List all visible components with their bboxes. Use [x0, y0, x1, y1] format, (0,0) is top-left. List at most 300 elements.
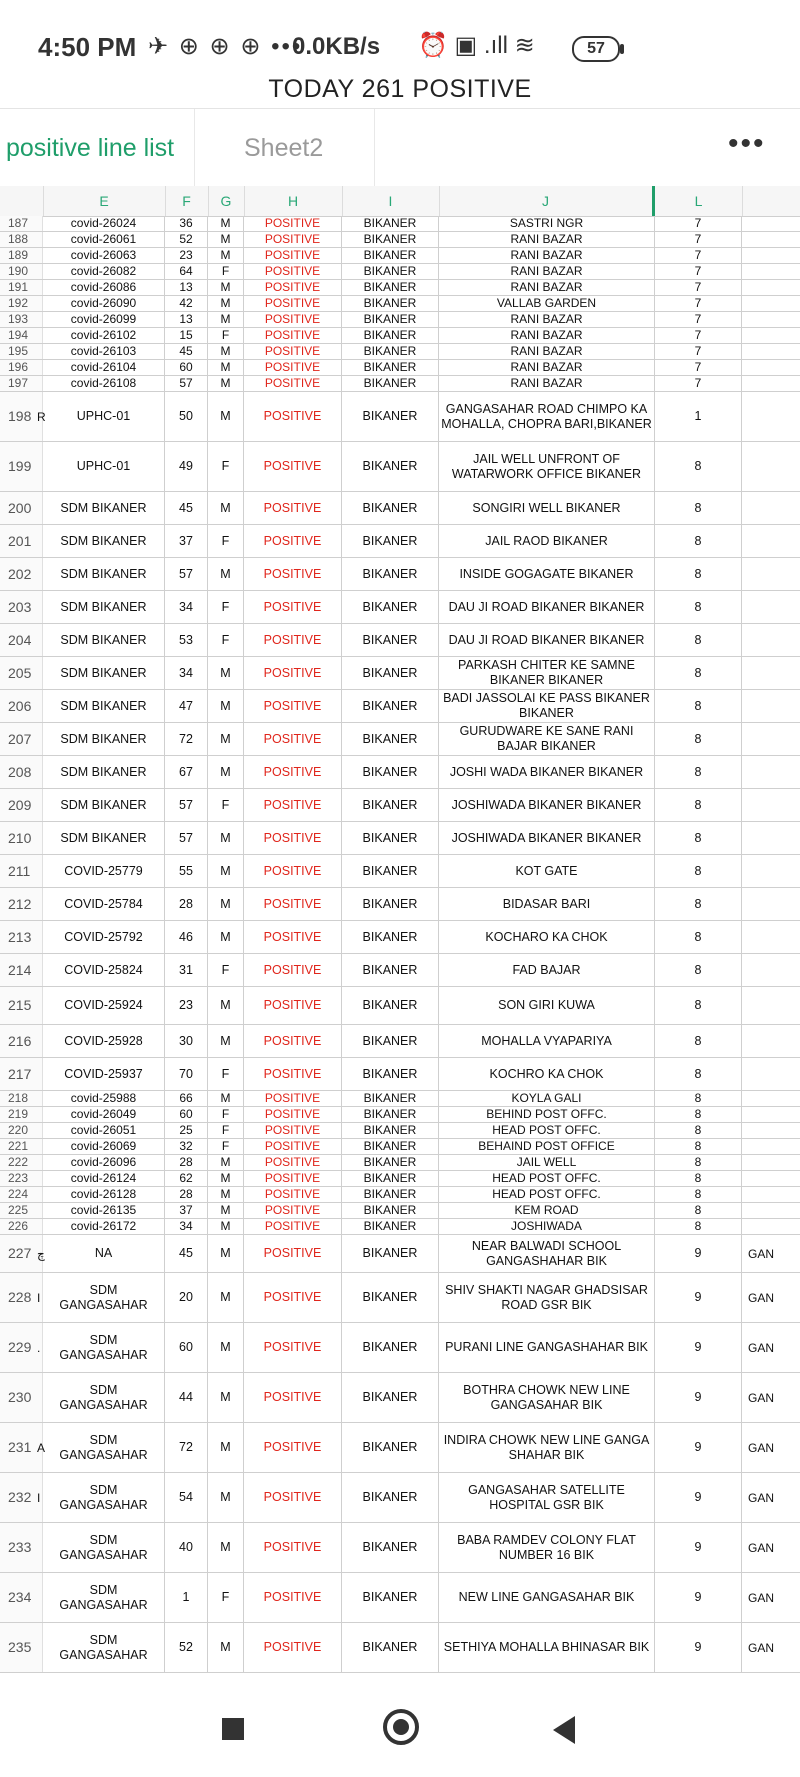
spreadsheet-grid[interactable]	[0, 186, 800, 1680]
cell-id[interactable]: covid-26086	[43, 280, 165, 295]
cell-district[interactable]: BIKANER	[342, 1423, 439, 1472]
cell-status[interactable]: POSITIVE	[244, 855, 342, 887]
cell-id[interactable]: COVID-25784	[43, 888, 165, 920]
cell-day[interactable]: 8	[655, 1058, 742, 1090]
column-header-f[interactable]: F	[165, 186, 209, 216]
cell-sex[interactable]: M	[208, 855, 244, 887]
table-row[interactable]	[0, 756, 800, 789]
cell-sex[interactable]: F	[208, 1139, 244, 1154]
cell-truncated-right[interactable]	[742, 987, 800, 1024]
cell-id[interactable]: covid-26099	[43, 312, 165, 327]
cell-status[interactable]: POSITIVE	[244, 296, 342, 311]
column-header-g[interactable]: G	[208, 186, 245, 216]
cell-district[interactable]: BIKANER	[342, 1373, 439, 1422]
cell-id[interactable]: SDM GANGASAHAR	[43, 1473, 165, 1522]
cell-id[interactable]: covid-26103	[43, 344, 165, 359]
cell-status[interactable]: POSITIVE	[244, 216, 342, 231]
cell-day[interactable]: 8	[655, 855, 742, 887]
cell-sex[interactable]: M	[208, 492, 244, 524]
cell-status[interactable]: POSITIVE	[244, 442, 342, 491]
table-row[interactable]	[0, 264, 800, 280]
row-number[interactable]: 226	[0, 1219, 43, 1234]
table-row[interactable]	[0, 248, 800, 264]
cell-truncated-right[interactable]	[742, 1203, 800, 1218]
cell-sex[interactable]: F	[208, 954, 244, 986]
cell-sex[interactable]: M	[208, 360, 244, 375]
cell-area[interactable]: HEAD POST OFFC.	[439, 1187, 655, 1202]
cell-id[interactable]: covid-26096	[43, 1155, 165, 1170]
table-row[interactable]	[0, 591, 800, 624]
cell-id[interactable]: NA	[43, 1235, 165, 1272]
cell-area[interactable]: DAU JI ROAD BIKANER BIKANER	[439, 624, 655, 656]
cell-id[interactable]: SDM BIKANER	[43, 822, 165, 854]
cell-district[interactable]: BIKANER	[342, 1623, 439, 1672]
cell-area[interactable]: BEHAIND POST OFFICE	[439, 1139, 655, 1154]
cell-day[interactable]: 8	[655, 888, 742, 920]
cell-truncated-right[interactable]	[742, 264, 800, 279]
cell-id[interactable]: covid-26063	[43, 248, 165, 263]
row-number[interactable]: 215	[0, 987, 43, 1024]
cell-district[interactable]: BIKANER	[342, 248, 439, 263]
cell-sex[interactable]: F	[208, 442, 244, 491]
cell-age[interactable]: 34	[165, 591, 208, 623]
cell-status[interactable]: POSITIVE	[244, 360, 342, 375]
cell-truncated-right[interactable]: GAN	[748, 1490, 775, 1505]
cell-area[interactable]: BIDASAR BARI	[439, 888, 655, 920]
cell-status[interactable]: POSITIVE	[244, 756, 342, 788]
table-row[interactable]	[0, 1203, 800, 1219]
cell-age[interactable]: 66	[165, 1091, 208, 1106]
cell-area[interactable]: RANI BAZAR	[439, 344, 655, 359]
cell-id[interactable]: COVID-25924	[43, 987, 165, 1024]
cell-status[interactable]: POSITIVE	[244, 954, 342, 986]
cell-area[interactable]: PARKASH CHITER KE SAMNE BIKANER BIKANER	[439, 657, 655, 689]
cell-age[interactable]: 13	[165, 280, 208, 295]
cell-id[interactable]: SDM GANGASAHAR	[43, 1373, 165, 1422]
table-row[interactable]	[0, 1573, 800, 1623]
cell-area[interactable]: RANI BAZAR	[439, 328, 655, 343]
table-row[interactable]	[0, 855, 800, 888]
cell-status[interactable]: POSITIVE	[244, 328, 342, 343]
cell-area[interactable]: BABA RAMDEV COLONY FLAT NUMBER 16 BIK	[439, 1523, 655, 1572]
cell-id[interactable]: SDM BIKANER	[43, 525, 165, 557]
cell-district[interactable]: BIKANER	[342, 344, 439, 359]
cell-day[interactable]: 8	[655, 1091, 742, 1106]
cell-age[interactable]: 46	[165, 921, 208, 953]
cell-district[interactable]: BIKANER	[342, 1139, 439, 1154]
cell-sex[interactable]: M	[208, 756, 244, 788]
cell-age[interactable]: 67	[165, 756, 208, 788]
cell-area[interactable]: RANI BAZAR	[439, 248, 655, 263]
cell-age[interactable]: 13	[165, 312, 208, 327]
cell-age[interactable]: 44	[165, 1373, 208, 1422]
cell-id[interactable]: UPHC-01	[43, 392, 165, 441]
more-options-icon[interactable]: •••	[728, 127, 766, 160]
cell-id[interactable]: SDM BIKANER	[43, 591, 165, 623]
cell-id[interactable]: covid-26124	[43, 1171, 165, 1186]
table-row[interactable]	[0, 360, 800, 376]
row-number[interactable]: 194	[0, 328, 43, 343]
table-row[interactable]	[0, 280, 800, 296]
row-number[interactable]: 216	[0, 1025, 43, 1057]
cell-truncated-right[interactable]	[742, 216, 800, 231]
cell-day[interactable]: 9	[655, 1473, 742, 1522]
cell-district[interactable]: BIKANER	[342, 525, 439, 557]
row-number[interactable]: 227	[0, 1235, 43, 1272]
column-header-i[interactable]: I	[342, 186, 440, 216]
cell-sex[interactable]: M	[208, 690, 244, 722]
cell-sex[interactable]: F	[208, 1123, 244, 1138]
cell-age[interactable]: 37	[165, 525, 208, 557]
cell-district[interactable]: BIKANER	[342, 723, 439, 755]
row-number[interactable]: 217	[0, 1058, 43, 1090]
cell-day[interactable]: 7	[655, 216, 742, 231]
table-row[interactable]	[0, 1473, 800, 1523]
cell-id[interactable]: covid-26135	[43, 1203, 165, 1218]
cell-area[interactable]: KOT GATE	[439, 855, 655, 887]
cell-district[interactable]: BIKANER	[342, 1573, 439, 1622]
row-number[interactable]: 189	[0, 248, 43, 263]
cell-truncated-right[interactable]	[742, 558, 800, 590]
cell-district[interactable]: BIKANER	[342, 855, 439, 887]
cell-day[interactable]: 8	[655, 1107, 742, 1122]
cell-area[interactable]: JOSHI WADA BIKANER BIKANER	[439, 756, 655, 788]
cell-area[interactable]: SON GIRI KUWA	[439, 987, 655, 1024]
cell-truncated-right[interactable]	[742, 1171, 800, 1186]
cell-district[interactable]: BIKANER	[342, 1171, 439, 1186]
cell-area[interactable]: SASTRI NGR	[439, 216, 655, 231]
cell-age[interactable]: 60	[165, 360, 208, 375]
home-icon[interactable]	[383, 1709, 419, 1745]
tab-positive-line-list[interactable]: positive line list	[6, 134, 175, 162]
cell-sex[interactable]: M	[208, 822, 244, 854]
cell-age[interactable]: 57	[165, 789, 208, 821]
cell-sex[interactable]: M	[208, 296, 244, 311]
cell-day[interactable]: 8	[655, 921, 742, 953]
cell-sex[interactable]: M	[208, 657, 244, 689]
cell-district[interactable]: BIKANER	[342, 888, 439, 920]
cell-sex[interactable]: M	[208, 921, 244, 953]
cell-sex[interactable]: M	[208, 1273, 244, 1322]
cell-day[interactable]: 8	[655, 624, 742, 656]
table-row[interactable]	[0, 822, 800, 855]
cell-id[interactable]: covid-26051	[43, 1123, 165, 1138]
cell-status[interactable]: POSITIVE	[244, 1025, 342, 1057]
cell-district[interactable]: BIKANER	[342, 1203, 439, 1218]
cell-status[interactable]: POSITIVE	[244, 690, 342, 722]
cell-age[interactable]: 60	[165, 1323, 208, 1372]
cell-district[interactable]: BIKANER	[342, 492, 439, 524]
cell-area[interactable]: BADI JASSOLAI KE PASS BIKANER BIKANER	[439, 690, 655, 722]
cell-day[interactable]: 8	[655, 1203, 742, 1218]
table-row[interactable]	[0, 1423, 800, 1473]
cell-district[interactable]: BIKANER	[342, 232, 439, 247]
cell-age[interactable]: 30	[165, 1025, 208, 1057]
cell-district[interactable]: BIKANER	[342, 376, 439, 391]
cell-truncated-right[interactable]	[742, 624, 800, 656]
row-number[interactable]: 219	[0, 1107, 43, 1122]
table-row[interactable]	[0, 1373, 800, 1423]
cell-sex[interactable]: M	[208, 1091, 244, 1106]
cell-day[interactable]: 8	[655, 723, 742, 755]
row-number[interactable]: 207	[0, 723, 43, 755]
cell-sex[interactable]: M	[208, 392, 244, 441]
cell-day[interactable]: 8	[655, 558, 742, 590]
cell-sex[interactable]: M	[208, 1187, 244, 1202]
cell-status[interactable]: POSITIVE	[244, 492, 342, 524]
row-number[interactable]: 208	[0, 756, 43, 788]
cell-district[interactable]: BIKANER	[342, 558, 439, 590]
cell-area[interactable]: KOYLA GALI	[439, 1091, 655, 1106]
cell-status[interactable]: POSITIVE	[244, 723, 342, 755]
corner-cell[interactable]	[0, 186, 44, 216]
cell-area[interactable]: KOCHARO KA CHOK	[439, 921, 655, 953]
column-header-j[interactable]: J	[439, 186, 655, 216]
cell-age[interactable]: 49	[165, 442, 208, 491]
cell-status[interactable]: POSITIVE	[244, 1219, 342, 1234]
cell-district[interactable]: BIKANER	[342, 624, 439, 656]
cell-truncated-right[interactable]	[742, 328, 800, 343]
cell-age[interactable]: 34	[165, 1219, 208, 1234]
cell-day[interactable]: 9	[655, 1273, 742, 1322]
row-number[interactable]: 232	[0, 1473, 43, 1522]
cell-status[interactable]: POSITIVE	[244, 822, 342, 854]
cell-status[interactable]: POSITIVE	[244, 987, 342, 1024]
cell-id[interactable]: COVID-25928	[43, 1025, 165, 1057]
cell-status[interactable]: POSITIVE	[244, 1187, 342, 1202]
row-number[interactable]: 233	[0, 1523, 43, 1572]
cell-age[interactable]: 40	[165, 1523, 208, 1572]
cell-status[interactable]: POSITIVE	[244, 264, 342, 279]
cell-area[interactable]: VALLAB GARDEN	[439, 296, 655, 311]
cell-sex[interactable]: M	[208, 1373, 244, 1422]
cell-sex[interactable]: F	[208, 1058, 244, 1090]
row-number[interactable]: 188	[0, 232, 43, 247]
cell-sex[interactable]: M	[208, 1423, 244, 1472]
cell-age[interactable]: 45	[165, 1235, 208, 1272]
cell-age[interactable]: 36	[165, 216, 208, 231]
cell-id[interactable]: SDM BIKANER	[43, 558, 165, 590]
cell-area[interactable]: JOSHIWADA	[439, 1219, 655, 1234]
cell-status[interactable]: POSITIVE	[244, 525, 342, 557]
cell-district[interactable]: BIKANER	[342, 280, 439, 295]
cell-day[interactable]: 8	[655, 789, 742, 821]
cell-age[interactable]: 45	[165, 344, 208, 359]
cell-district[interactable]: BIKANER	[342, 1058, 439, 1090]
cell-age[interactable]: 53	[165, 624, 208, 656]
table-row[interactable]	[0, 921, 800, 954]
cell-truncated-right[interactable]	[742, 1187, 800, 1202]
cell-truncated-right[interactable]	[742, 525, 800, 557]
cell-truncated-right[interactable]	[742, 1219, 800, 1234]
cell-truncated-right[interactable]	[742, 954, 800, 986]
cell-area[interactable]: PURANI LINE GANGASHAHAR BIK	[439, 1323, 655, 1372]
cell-truncated-right[interactable]	[742, 232, 800, 247]
cell-status[interactable]: POSITIVE	[244, 1273, 342, 1322]
row-number[interactable]: 195	[0, 344, 43, 359]
cell-status[interactable]: POSITIVE	[244, 392, 342, 441]
cell-truncated-right[interactable]	[742, 756, 800, 788]
cell-day[interactable]: 8	[655, 1171, 742, 1186]
cell-area[interactable]: INDIRA CHOWK NEW LINE GANGA SHAHAR BIK	[439, 1423, 655, 1472]
cell-status[interactable]: POSITIVE	[244, 1373, 342, 1422]
cell-district[interactable]: BIKANER	[342, 1323, 439, 1372]
table-row[interactable]	[0, 1235, 800, 1273]
cell-district[interactable]: BIKANER	[342, 789, 439, 821]
cell-id[interactable]: SDM GANGASAHAR	[43, 1573, 165, 1622]
cell-district[interactable]: BIKANER	[342, 591, 439, 623]
cell-truncated-right[interactable]	[742, 1139, 800, 1154]
cell-day[interactable]: 8	[655, 756, 742, 788]
cell-id[interactable]: SDM BIKANER	[43, 492, 165, 524]
table-row[interactable]	[0, 328, 800, 344]
row-number[interactable]: 210	[0, 822, 43, 854]
cell-area[interactable]: JAIL WELL	[439, 1155, 655, 1170]
cell-truncated-right[interactable]	[742, 280, 800, 295]
cell-sex[interactable]: M	[208, 376, 244, 391]
cell-age[interactable]: 50	[165, 392, 208, 441]
table-row[interactable]	[0, 1091, 800, 1107]
cell-id[interactable]: COVID-25792	[43, 921, 165, 953]
cell-day[interactable]: 9	[655, 1523, 742, 1572]
row-number[interactable]: 212	[0, 888, 43, 920]
cell-truncated-right[interactable]	[742, 855, 800, 887]
cell-status[interactable]: POSITIVE	[244, 1203, 342, 1218]
cell-district[interactable]: BIKANER	[342, 1091, 439, 1106]
cell-id[interactable]: SDM BIKANER	[43, 690, 165, 722]
cell-status[interactable]: POSITIVE	[244, 376, 342, 391]
table-row[interactable]	[0, 690, 800, 723]
cell-truncated-right[interactable]	[742, 1123, 800, 1138]
table-row[interactable]	[0, 888, 800, 921]
row-number[interactable]: 201	[0, 525, 43, 557]
cell-sex[interactable]: M	[208, 1323, 244, 1372]
table-row[interactable]	[0, 954, 800, 987]
cell-age[interactable]: 37	[165, 1203, 208, 1218]
table-row[interactable]	[0, 1058, 800, 1091]
cell-status[interactable]: POSITIVE	[244, 1323, 342, 1372]
cell-day[interactable]: 8	[655, 1187, 742, 1202]
table-row[interactable]	[0, 392, 800, 442]
cell-day[interactable]: 7	[655, 248, 742, 263]
cell-area[interactable]: JOSHIWADA BIKANER BIKANER	[439, 789, 655, 821]
cell-truncated-right[interactable]	[742, 591, 800, 623]
cell-truncated-right[interactable]	[742, 723, 800, 755]
cell-status[interactable]: POSITIVE	[244, 1473, 342, 1522]
table-row[interactable]	[0, 1187, 800, 1203]
cell-id[interactable]: SDM BIKANER	[43, 789, 165, 821]
cell-age[interactable]: 60	[165, 1107, 208, 1122]
cell-area[interactable]: KOCHRO KA CHOK	[439, 1058, 655, 1090]
row-number[interactable]: 224	[0, 1187, 43, 1202]
cell-id[interactable]: SDM BIKANER	[43, 624, 165, 656]
row-number[interactable]: 203	[0, 591, 43, 623]
cell-age[interactable]: 32	[165, 1139, 208, 1154]
cell-day[interactable]: 8	[655, 591, 742, 623]
cell-truncated-right[interactable]	[742, 888, 800, 920]
cell-district[interactable]: BIKANER	[342, 921, 439, 953]
cell-truncated-right[interactable]	[742, 1058, 800, 1090]
row-number[interactable]: 230	[0, 1373, 43, 1422]
cell-truncated-right[interactable]: GAN	[748, 1640, 775, 1655]
cell-district[interactable]: BIKANER	[342, 987, 439, 1024]
cell-day[interactable]: 8	[655, 525, 742, 557]
cell-area[interactable]: BOTHRA CHOWK NEW LINE GANGASAHAR BIK	[439, 1373, 655, 1422]
cell-sex[interactable]: M	[208, 1171, 244, 1186]
cell-day[interactable]: 9	[655, 1573, 742, 1622]
table-row[interactable]	[0, 1123, 800, 1139]
cell-sex[interactable]: F	[208, 624, 244, 656]
cell-district[interactable]: BIKANER	[342, 296, 439, 311]
cell-sex[interactable]: F	[208, 789, 244, 821]
cell-age[interactable]: 25	[165, 1123, 208, 1138]
cell-age[interactable]: 28	[165, 888, 208, 920]
cell-age[interactable]: 57	[165, 822, 208, 854]
cell-status[interactable]: POSITIVE	[244, 624, 342, 656]
table-row[interactable]	[0, 376, 800, 392]
cell-id[interactable]: covid-26024	[43, 216, 165, 231]
column-header-h[interactable]: H	[244, 186, 343, 216]
cell-age[interactable]: 20	[165, 1273, 208, 1322]
cell-age[interactable]: 23	[165, 987, 208, 1024]
cell-sex[interactable]: M	[208, 232, 244, 247]
cell-area[interactable]: RANI BAZAR	[439, 280, 655, 295]
cell-district[interactable]: BIKANER	[342, 1219, 439, 1234]
cell-day[interactable]: 7	[655, 232, 742, 247]
cell-status[interactable]: POSITIVE	[244, 1107, 342, 1122]
cell-id[interactable]: SDM GANGASAHAR	[43, 1423, 165, 1472]
cell-age[interactable]: 54	[165, 1473, 208, 1522]
row-number[interactable]: 204	[0, 624, 43, 656]
table-row[interactable]	[0, 1155, 800, 1171]
cell-truncated-right[interactable]	[742, 1155, 800, 1170]
cell-sex[interactable]: M	[208, 1523, 244, 1572]
cell-status[interactable]: POSITIVE	[244, 558, 342, 590]
row-number[interactable]: 206	[0, 690, 43, 722]
cell-area[interactable]: NEW LINE GANGASAHAR BIK	[439, 1573, 655, 1622]
table-row[interactable]	[0, 1219, 800, 1235]
cell-truncated-right[interactable]	[742, 789, 800, 821]
cell-sex[interactable]: M	[208, 344, 244, 359]
cell-age[interactable]: 34	[165, 657, 208, 689]
cell-district[interactable]: BIKANER	[342, 822, 439, 854]
cell-district[interactable]: BIKANER	[342, 1473, 439, 1522]
cell-day[interactable]: 8	[655, 954, 742, 986]
cell-day[interactable]: 8	[655, 442, 742, 491]
cell-day[interactable]: 9	[655, 1623, 742, 1672]
cell-district[interactable]: BIKANER	[342, 1273, 439, 1322]
cell-truncated-right[interactable]	[742, 442, 800, 491]
cell-status[interactable]: POSITIVE	[244, 1123, 342, 1138]
cell-status[interactable]: POSITIVE	[244, 1573, 342, 1622]
table-row[interactable]	[0, 987, 800, 1025]
cell-area[interactable]: SETHIYA MOHALLA BHINASAR BIK	[439, 1623, 655, 1672]
cell-id[interactable]: covid-26104	[43, 360, 165, 375]
cell-sex[interactable]: M	[208, 888, 244, 920]
cell-status[interactable]: POSITIVE	[244, 1235, 342, 1272]
cell-id[interactable]: covid-26090	[43, 296, 165, 311]
cell-district[interactable]: BIKANER	[342, 312, 439, 327]
cell-sex[interactable]: M	[208, 280, 244, 295]
cell-id[interactable]: SDM BIKANER	[43, 657, 165, 689]
cell-area[interactable]: GURUDWARE KE SANE RANI BAJAR BIKANER	[439, 723, 655, 755]
cell-area[interactable]: FAD BAJAR	[439, 954, 655, 986]
cell-area[interactable]: SONGIRI WELL BIKANER	[439, 492, 655, 524]
cell-area[interactable]: BEHIND POST OFFC.	[439, 1107, 655, 1122]
cell-district[interactable]: BIKANER	[342, 657, 439, 689]
cell-age[interactable]: 31	[165, 954, 208, 986]
cell-sex[interactable]: M	[208, 216, 244, 231]
